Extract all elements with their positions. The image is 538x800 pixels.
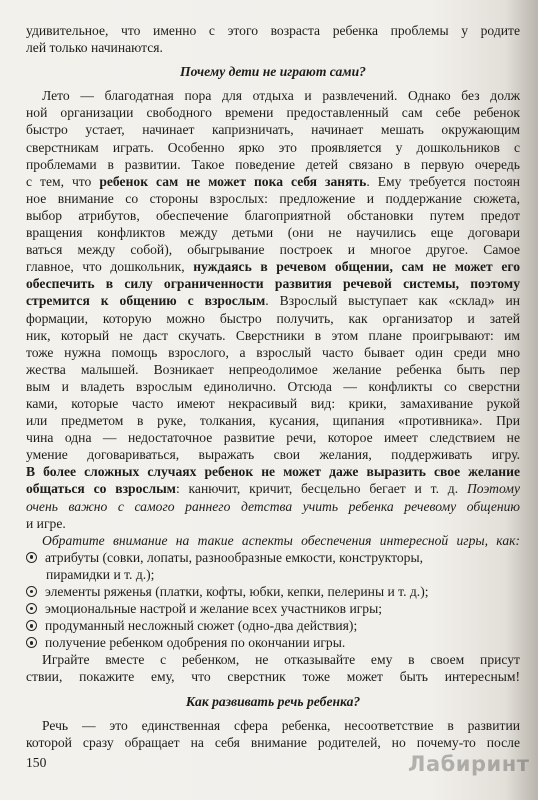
text-line bbox=[26, 480, 520, 497]
circle-bullet-icon bbox=[26, 620, 37, 631]
bold-run: стремится к общению с взрослым bbox=[26, 293, 266, 309]
text-line: ное внимание со стороны взрослых: предложение и поддержание сюжета, bbox=[26, 190, 520, 206]
list-item-continuation: пирамидки и т. д.); bbox=[46, 566, 155, 582]
list-item bbox=[26, 600, 520, 617]
text-line: быстро устает, начинает капризничать, начинает мешать окружающим bbox=[26, 122, 520, 138]
text-line: чина одна — недостаточное развитие речи, которое имеет следствием не bbox=[26, 430, 520, 446]
text-line bbox=[26, 173, 520, 190]
bold-run: ребенок сам не может пока себя занять bbox=[99, 173, 367, 189]
bold-run: нуждаясь в речевом общении, сам не может его bbox=[193, 259, 520, 275]
text-line: которой сразу обращает на себя внимание родителей, но почему-то после bbox=[26, 734, 520, 750]
text-line bbox=[26, 292, 520, 309]
text-line: обеспечить в силу ограниченности развития речевой системы, поэтому bbox=[26, 276, 520, 292]
list-item bbox=[26, 617, 520, 634]
text-line: Лето — благодатная пора для отдыха и развлечений. Однако без долж bbox=[42, 88, 520, 104]
circle-bullet-icon bbox=[26, 603, 37, 614]
text-line: ствии, покажите ему, что сверстник тоже может быть интересным! bbox=[26, 669, 520, 685]
text-line: Играйте вместе с ребенком, не отказывайте ему в своем присут bbox=[42, 652, 520, 668]
text-line: или предметом в руке, толкания, кусания, щипания «противника». При bbox=[26, 413, 520, 429]
italic-run: Поэтому bbox=[466, 481, 520, 497]
circle-bullet-icon bbox=[26, 586, 37, 597]
text-line: тоже нужна помощь взрослого, а взрослый часто бывает один среди мно bbox=[26, 344, 520, 360]
paragraph-speech bbox=[26, 717, 520, 751]
section-heading-why-children-dont-play: Почему дети не играют сами? bbox=[180, 64, 366, 80]
page-text bbox=[26, 22, 520, 751]
text-line: и игре. bbox=[26, 515, 66, 531]
text-line: проблемами в развитии. Такое поведение детей связано в первую очередь bbox=[26, 156, 520, 172]
text-line: умение договариваться, выражать свои желания, поддерживать игру. bbox=[26, 447, 520, 463]
text-line: формации, которую можно быстро получить, как организатор и затей bbox=[26, 310, 520, 326]
list-item-text: продуманный несложный сюжет (одно-два действия); bbox=[45, 618, 358, 634]
text-line: вым и владеть взрослым единолично. Отсюда — конфликты со сверстни bbox=[26, 378, 520, 394]
page-number: 150 bbox=[26, 755, 47, 770]
list-item bbox=[26, 583, 520, 600]
list-item-text: эмоциональные настрой и желание всех участников игры; bbox=[45, 601, 383, 617]
watermark-logo: Лабиринт bbox=[408, 752, 530, 776]
list-item bbox=[26, 634, 520, 651]
text-run: . Взрослый выступает как «склад» ин bbox=[265, 293, 520, 309]
text-line: ками, которые часто имеют некрасивый вид: крики, замахивание рукой bbox=[26, 395, 520, 411]
text-line: очень важно с самого раннего детства учить ребенка речевому общению bbox=[26, 498, 520, 514]
paragraph-play-together bbox=[26, 651, 520, 685]
paragraph-summer bbox=[26, 87, 520, 531]
text-line: сверстникам играть. Особенно ярко это проявляется у дошкольников с bbox=[26, 139, 520, 155]
attention-note: Обратите внимание на такие аспекты обеспечения интересной игры, как: bbox=[42, 532, 520, 548]
text-line: выбор атрибутов, обеспечение благоприятной обстановки путем предот bbox=[26, 207, 520, 223]
text-line: ник, который не даст скучать. Сверстники в этом плане проигрывают: им bbox=[26, 327, 520, 343]
text-line: вращения конфликтов между детьми (они не научились еще договари bbox=[26, 225, 520, 241]
text-line: ной организации свободного времени предоставленный сам себе ребенок bbox=[26, 105, 520, 121]
text-run: с тем, что bbox=[26, 173, 100, 189]
text-line: ваться между собой), обыгрывание построек и многое другое. Самое bbox=[26, 242, 520, 258]
text-run: . Ему требуется постоян bbox=[366, 173, 520, 189]
text-line: жества малышей. Возникает непреодолимое желание ребенка быть пер bbox=[26, 361, 520, 377]
text-run: главное, что дошкольник, bbox=[26, 259, 194, 275]
bold-run: общаться со взрослым bbox=[26, 481, 176, 497]
text-line: В более сложных случаях ребенок не может даже выразить свое желание bbox=[26, 464, 520, 480]
text-run: : канючит, кричит, бесцельно бегает и т. д. bbox=[175, 481, 467, 497]
list-item-text: элементы ряженья (платки, кофты, юбки, кепки, пелерины и т. д.); bbox=[45, 584, 429, 599]
list-item bbox=[26, 549, 520, 566]
bullet-list bbox=[26, 549, 520, 652]
list-item-text: получение ребенком одобрения по окончании игры. bbox=[45, 635, 346, 651]
text-line bbox=[26, 258, 520, 275]
text-line: удивительное, что именно с этого возраста ребенка проблемы у родите bbox=[26, 23, 520, 38]
section-heading-speech-development: Как развивать речь ребенка? bbox=[185, 693, 361, 709]
circle-bullet-icon bbox=[26, 637, 37, 648]
text-line: лей только начинаются. bbox=[26, 40, 163, 56]
list-item-text: атрибуты (совки, лопаты, разнообразные емкости, конструкторы, bbox=[45, 549, 423, 565]
circle-bullet-icon bbox=[26, 552, 37, 563]
text-line: Речь — это единственная сфера ребенка, несоответствие в развитии bbox=[42, 717, 520, 733]
